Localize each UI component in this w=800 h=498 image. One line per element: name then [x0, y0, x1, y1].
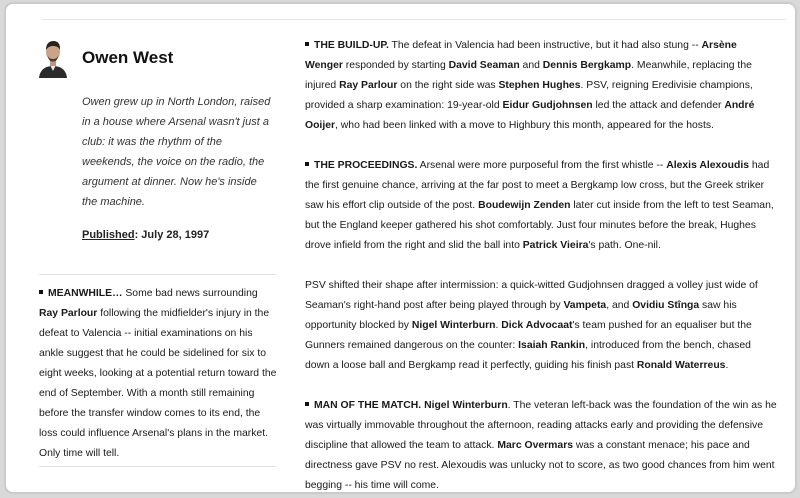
text-run: Arsenal were more purposeful from the first whistle --	[417, 160, 667, 171]
text-run: 's team pushed for an equaliser but the Gunners remained dangerous on the counter:	[305, 320, 752, 351]
top-divider	[42, 19, 786, 20]
bold-name: Arsène Wenger	[305, 40, 737, 71]
author-avatar	[37, 38, 69, 78]
text-run: , who had been linked with a move to Highbury this month, appeared for the hosts.	[335, 120, 714, 131]
bold-name: Dick Advocaat	[501, 320, 573, 331]
text-run: following the midfielder's injury in the defeat to Valencia -- initial examinations on his ankle suggest that he could be sidelined for six to eight weeks, looking at a potential return toward the end of September. With a month still remaining before the transfer window comes to its end, the loss could influence Arsenal's plans in the market. Only time will tell.	[39, 308, 277, 459]
article-paragraph	[305, 396, 777, 496]
article-paragraph	[305, 276, 777, 376]
bold-name: Boudewijn Zenden	[478, 200, 571, 211]
text-run: Some bad news surrounding	[122, 288, 258, 299]
bold-name: Eidur Gudjohnsen	[502, 100, 593, 111]
section-lead: MEANWHILE…	[48, 288, 123, 299]
bold-name: Ronald Waterreus	[636, 360, 726, 371]
meanwhile-note	[39, 284, 278, 464]
text-run: .	[725, 360, 729, 371]
text-run: , and	[606, 300, 633, 311]
bullet-square-icon	[305, 162, 309, 166]
article-paragraph	[305, 156, 777, 256]
text-run: was a constant menace; his pace and directness gave PSV no rest. Alexoudis was unlucky not to score, as two good chances from him went begging -- his time will come.	[305, 440, 775, 491]
published-date: July 28, 1997	[141, 229, 210, 241]
bold-name: Alexis Alexoudis	[666, 160, 750, 171]
text-run: and	[519, 60, 543, 71]
bold-name: Ray Parlour	[339, 80, 398, 91]
section-lead: MAN OF THE MATCH.	[314, 400, 422, 411]
bold-name: Patrick Vieira	[522, 240, 589, 251]
text-run: had the first genuine chance, arriving at the far post to meet a Bergkamp low cross, but the Greek striker saw his effort clip outside of the post.	[305, 160, 770, 211]
bullet-square-icon	[39, 290, 43, 294]
author-bio: Owen grew up in North London, raised in a house where Arsenal wasn't just a club: it was the rhythm of the weekends, the voice on the radio, the argument at dinner. Now he's inside the machine.	[82, 96, 271, 208]
article-paragraph	[305, 36, 777, 136]
section-lead: THE BUILD-UP.	[314, 40, 389, 51]
text-run: The defeat in Valencia had been instructive, but it had also stung --	[388, 40, 702, 51]
text-run: led the attack and defender	[592, 100, 725, 111]
sidebar-divider-top	[39, 274, 276, 275]
bold-name: André Ooijer	[305, 100, 755, 131]
section-lead: THE PROCEEDINGS.	[314, 160, 418, 171]
bold-name: Ovidiu Stînga	[632, 300, 700, 311]
published-line	[82, 229, 209, 241]
bold-name: Dennis Bergkamp	[542, 60, 632, 71]
author-name: Owen West	[82, 48, 174, 67]
article-body	[305, 36, 777, 496]
text-run: PSV shifted their shape after intermission: a quick-witted Gudjohnsen dragged a volley just wide of Seaman's right-hand post after being played through by	[305, 280, 758, 311]
text-run: on the right side was	[397, 80, 499, 91]
bold-name: David Seaman	[448, 60, 520, 71]
article-card	[5, 3, 796, 493]
text-run: . PSV, reigning Eredivisie champions, provided a sharp examination: 19-year-old	[305, 80, 753, 111]
published-colon: :	[134, 229, 142, 241]
published-label: Published	[82, 229, 135, 241]
bullet-square-icon	[305, 42, 309, 46]
bold-name: Vampeta	[563, 300, 607, 311]
bold-name: Nigel Winterburn	[411, 320, 496, 331]
text-run: saw his opportunity blocked by	[305, 300, 737, 331]
bold-name: Isaiah Rankin	[518, 340, 586, 351]
bold-name: Stephen Hughes	[498, 80, 581, 91]
text-run: . The veteran left-back was the foundation of the win as he was virtually immovable throughout the afternoon, reading attacks early and providing the defensive discipline that allowed the team to attack.	[305, 400, 777, 451]
bold-name: Ray Parlour	[39, 308, 98, 319]
bullet-square-icon	[305, 402, 309, 406]
bold-name: Nigel Winterburn	[424, 400, 508, 411]
sidebar-divider-bottom	[39, 466, 276, 467]
text-run: 's path. One-nil.	[588, 240, 661, 251]
bold-name: Marc Overmars	[497, 440, 574, 451]
text-run: , introduced from the bench, chased down a loose ball and Bergkamp read it perfectly, guiding his finish past	[305, 340, 751, 371]
text-run: responded by starting	[342, 60, 449, 71]
text-run: later cut inside from the left to test Seaman, but the England keeper gathered his shot comfortably. Just four minutes before the break, Hughes drove infield from the right and slid the ball into	[305, 200, 774, 251]
text-run: . Meanwhile, replacing the injured	[305, 60, 752, 91]
text-run: .	[495, 320, 502, 331]
